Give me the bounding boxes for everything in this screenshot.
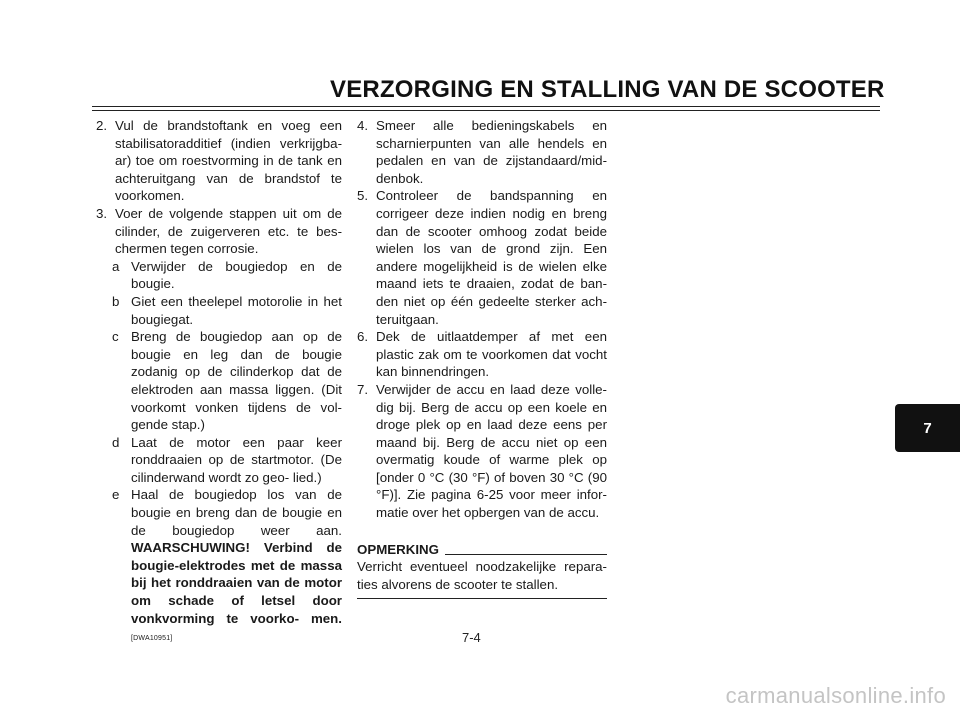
list-item bbox=[96, 117, 342, 205]
header-rule-top bbox=[92, 106, 880, 107]
sub-item-letter: c bbox=[112, 329, 119, 345]
sub-item-letter: e bbox=[112, 487, 120, 503]
sub-item-text: Giet een theelepel motorolie in het bougiegat. bbox=[131, 293, 342, 327]
item-text: Verwijder de accu en laad deze volle- dig bij. Berg de accu op een koele en droge plek op en laad deze eens per maand bij. Berg de accu niet op een overmatig koude of warme plek op [onder 0 °C (30 °F) of boven 30 °C (90 °F)]. Zie pagina 6-25 voor meer infor- matie over het opbergen van de accu. bbox=[376, 381, 607, 521]
left-column bbox=[96, 117, 342, 648]
item-number: 2. bbox=[96, 118, 108, 133]
item-number: 4. bbox=[357, 118, 369, 133]
watermark: carmanualsonline.info bbox=[725, 683, 946, 708]
sub-item-text: Laat de motor een paar keer ronddraaien op de startmotor. (De cilinderwand wordt zo geo- lied.) bbox=[131, 434, 342, 485]
list-item bbox=[357, 328, 607, 381]
page-number: 7-4 bbox=[462, 630, 481, 645]
item-number: 5. bbox=[357, 188, 369, 204]
sub-item-letter: b bbox=[112, 293, 120, 309]
chapter-tab: 7 bbox=[895, 404, 960, 452]
note-heading bbox=[357, 541, 607, 559]
right-column bbox=[357, 117, 607, 599]
list-item bbox=[357, 381, 607, 522]
item-text: Controleer de bandspanning en corrigeer deze indien nodig en breng dan de scooter omhoog zodat beide wielen los van de grond zijn. Een andere mogelijkheid is de wielen elke maand iets te draaien, zodat de ban- den niet op één gedeelte sterker ach- teruitgaan. bbox=[376, 188, 607, 327]
item-text: Vul de brandstoftank en voeg een stabilisatoradditief (indien verkrijgba- ar) toe om roestvorming in de tank en achteruitgang van de brandstof te voorkomen. bbox=[115, 118, 342, 204]
sub-item-letter: a bbox=[112, 258, 120, 274]
note-label: OPMERKING bbox=[357, 541, 440, 557]
sub-item-text: Breng de bougiedop aan op de bougie en leg dan de bougie zodanig op de cilinderkop dat de elektroden aan massa liggen. (Dit voorkomt vonken tijdens de vol- gende stap.) bbox=[131, 329, 342, 433]
list-item bbox=[357, 117, 607, 187]
sub-item bbox=[96, 328, 342, 434]
item-text: Voer de volgende stappen uit om de cilinder, de zuigerveren etc. te bes- chermen tegen corrosie. bbox=[115, 205, 342, 257]
sub-item-text: Verwijder de bougiedop en de bougie. bbox=[131, 258, 342, 292]
sub-item bbox=[96, 293, 342, 328]
sub-item bbox=[96, 258, 342, 293]
sub-item-letter: d bbox=[112, 434, 120, 450]
item-text: Smeer alle bedieningskabels en scharnierpunten van alle hendels en pedalen en van de zijstandaard/mid- denbok. bbox=[376, 118, 607, 186]
item-number: 6. bbox=[357, 329, 369, 345]
note-bottom-rule bbox=[357, 598, 607, 599]
warning-code: [DWA10951] bbox=[131, 635, 173, 643]
warning-text: WAARSCHUWING! Verbind de bougie-elektrodes met de massa bij het ronddraaien van de motor om schade of letsel door vonkvorming te voorko- men. bbox=[131, 540, 342, 626]
item-text: Dek de uitlaatdemper af met een plastic zak om te voorkomen dat vocht kan binnendringen. bbox=[376, 329, 607, 380]
item-number: 3. bbox=[96, 205, 108, 221]
sub-item-text: Haal de bougiedop los van de bougie en breng dan de bougie en de bougiedop weer aan. bbox=[131, 487, 342, 538]
header-rule-bottom bbox=[92, 110, 880, 111]
sub-item bbox=[96, 486, 342, 647]
item-number: 7. bbox=[357, 381, 369, 397]
list-item bbox=[96, 205, 342, 258]
page-title: VERZORGING EN STALLING VAN DE SCOOTER bbox=[330, 76, 885, 103]
sub-item bbox=[96, 434, 342, 487]
list-item bbox=[357, 187, 607, 328]
note-text: Verricht eventueel noodzakelijke repara- ties alvorens de scooter te stallen. bbox=[357, 559, 607, 592]
note-heading-rule bbox=[445, 554, 607, 555]
